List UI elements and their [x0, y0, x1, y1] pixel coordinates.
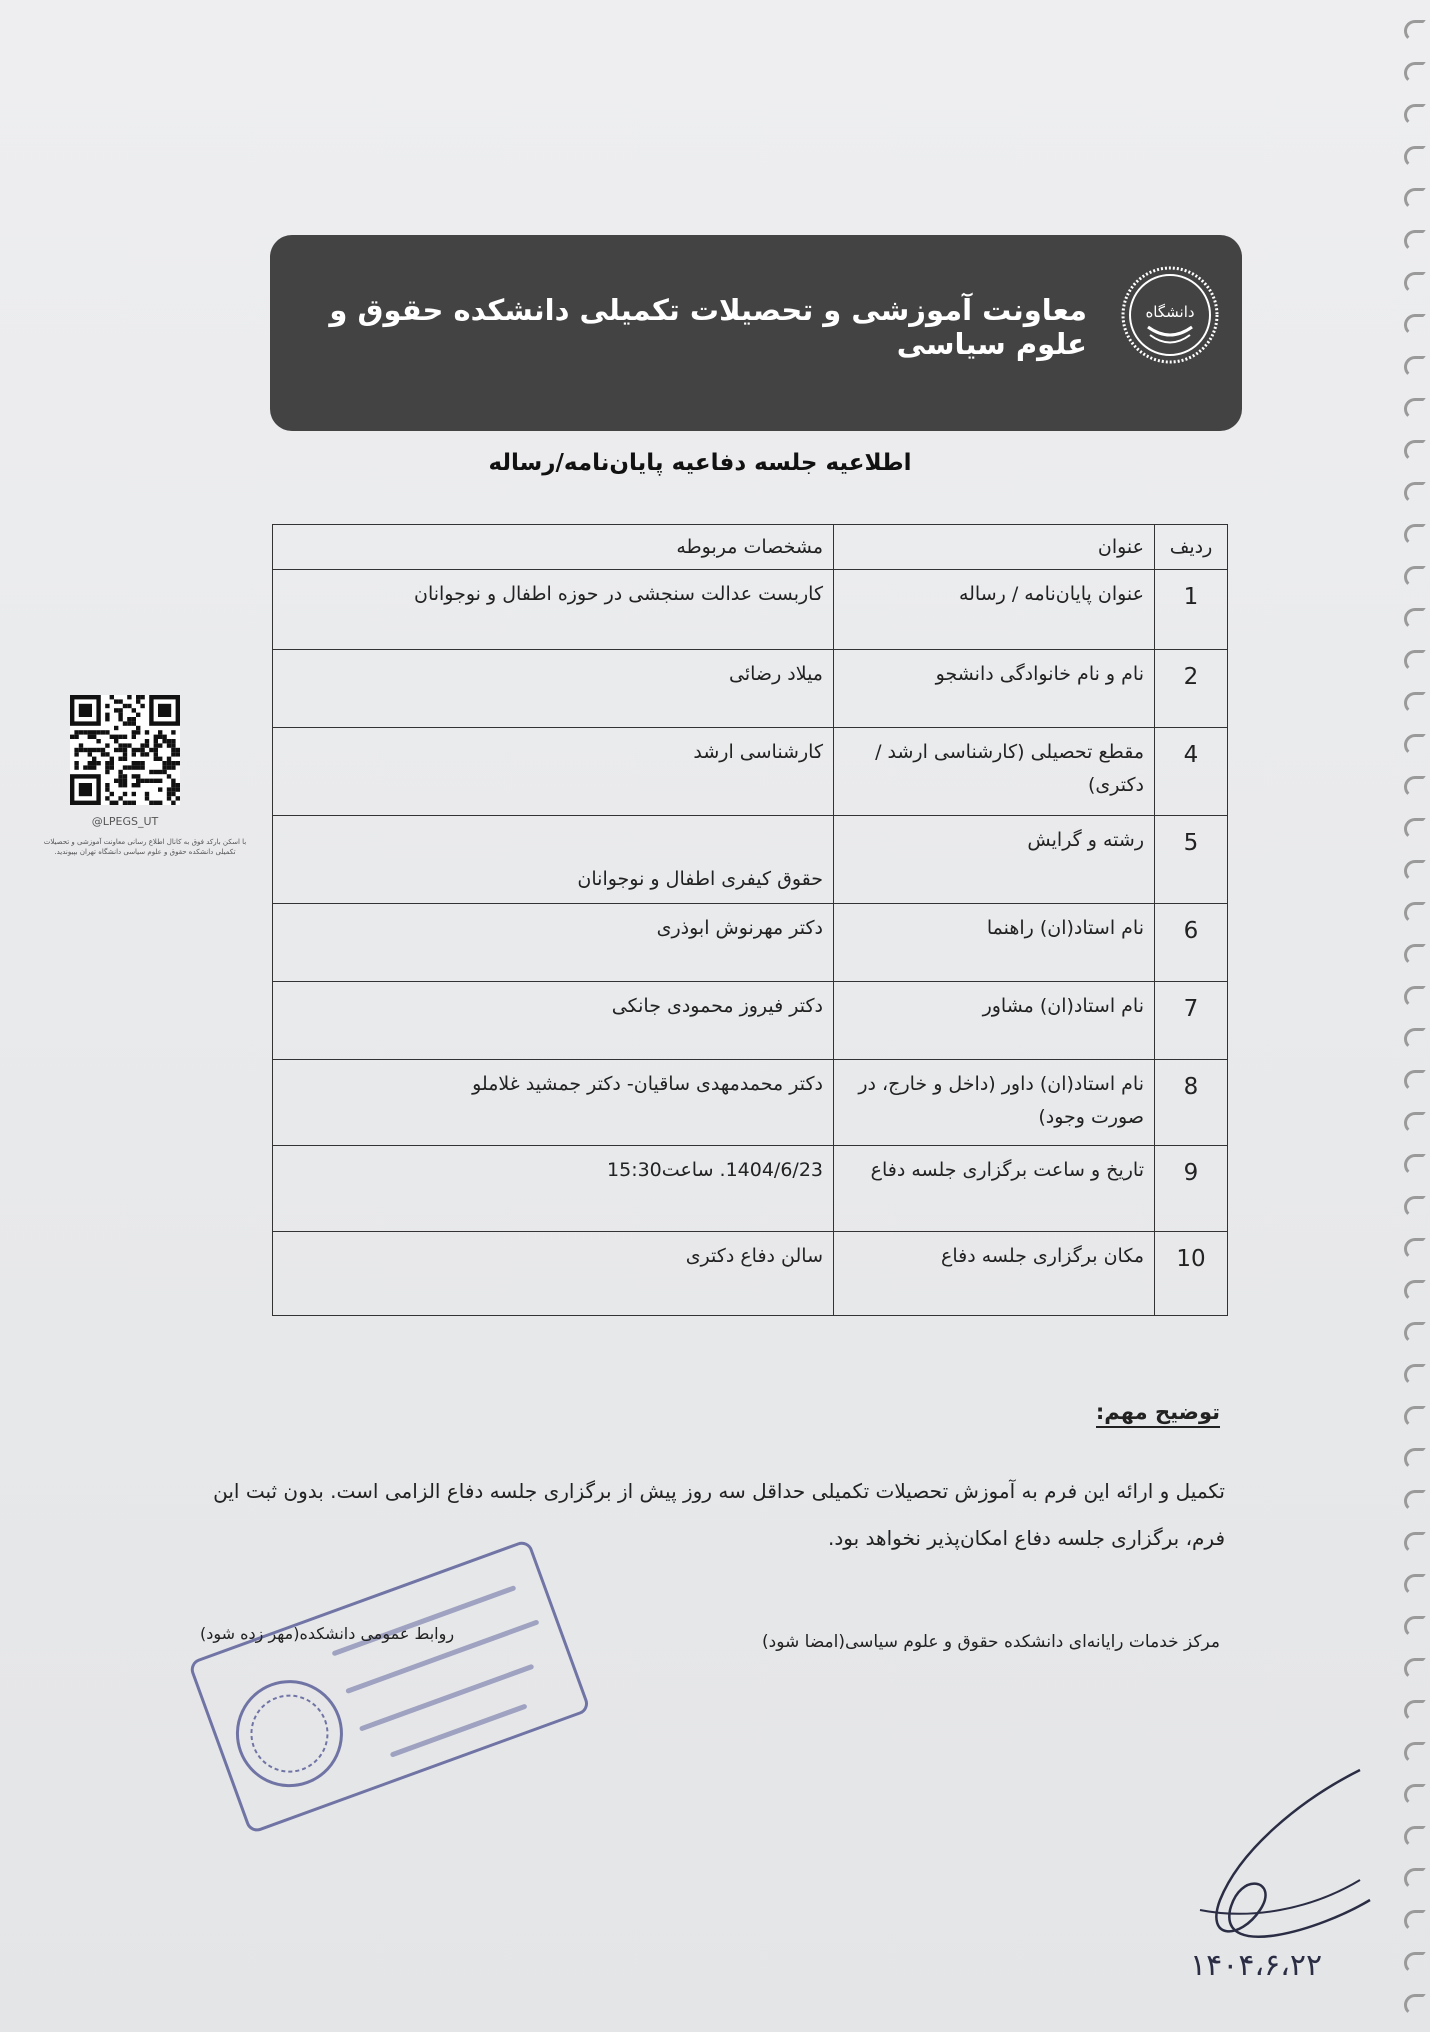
spiral-ring: [1404, 314, 1426, 336]
row-number: 6: [1155, 904, 1228, 982]
spiral-ring: [1404, 20, 1426, 42]
row-value: دکتر مهرنوش ابوذری: [273, 904, 834, 982]
row-value: دکتر محمدمهدی ساقیان- دکتر جمشید غلاملو: [273, 1060, 834, 1146]
spiral-ring: [1404, 944, 1426, 966]
spiral-ring: [1404, 1364, 1426, 1386]
spiral-ring: [1404, 1154, 1426, 1176]
spiral-ring: [1404, 986, 1426, 1008]
row-value: حقوق کیفری اطفال و نوجوانان: [273, 816, 834, 904]
table-row: [273, 816, 1228, 904]
spiral-ring: [1404, 1868, 1426, 1890]
row-title: عنوان پایان‌نامه / رساله: [834, 570, 1155, 650]
spiral-ring: [1404, 1700, 1426, 1722]
spiral-ring: [1404, 272, 1426, 294]
spiral-ring: [1404, 1826, 1426, 1848]
note-heading: توضیح مهم:: [1096, 1400, 1220, 1428]
table-row: [273, 1232, 1228, 1316]
row-title: مکان برگزاری جلسه دفاع: [834, 1232, 1155, 1316]
row-number: 7: [1155, 982, 1228, 1060]
spiral-ring: [1404, 650, 1426, 672]
qr-code-icon[interactable]: [70, 695, 180, 805]
university-logo: [1120, 265, 1220, 365]
spiral-ring: [1404, 1238, 1426, 1260]
spiral-ring: [1404, 356, 1426, 378]
note-text: تکمیل و ارائه این فرم به آموزش تحصیلات تکمیلی حداقل سه روز پیش از برگزاری جلسه دفاع الزامی است. بدون ثبت این فرم، برگزاری جلسه دفاع امکان‌پذیر نخواهد بود.: [213, 1479, 1225, 1550]
row-title: نام و نام خانوادگی دانشجو: [834, 650, 1155, 728]
header-details-col: مشخصات مربوطه: [273, 525, 834, 570]
signature-label-public-relations: روابط عمومی دانشکده(مهر زده شود): [200, 1624, 455, 1643]
spiral-ring: [1404, 566, 1426, 588]
spiral-ring: [1404, 1574, 1426, 1596]
row-number: 5: [1155, 816, 1228, 904]
header-title: معاونت آموزشی و تحصیلات تکمیلی دانشکده حقوق و علوم سیاسی: [329, 293, 1087, 361]
row-value: سالن دفاع دکتری: [273, 1232, 834, 1316]
spiral-ring: [1404, 1028, 1426, 1050]
notebook-spiral: [1394, 20, 1430, 2030]
svg-text:۱۴۰۴،۶،۲۲: ۱۴۰۴،۶،۲۲: [1190, 1948, 1323, 1983]
spiral-ring: [1404, 1322, 1426, 1344]
spiral-ring: [1404, 692, 1426, 714]
spiral-ring: [1404, 1616, 1426, 1638]
row-value: 1404/6/23. ساعت15:30: [273, 1146, 834, 1232]
public-relations-stamp: [170, 1530, 590, 1850]
spiral-ring: [1404, 230, 1426, 252]
row-title: نام استاد(ان) راهنما: [834, 904, 1155, 982]
header-banner: [270, 235, 1242, 431]
spiral-ring: [1404, 1742, 1426, 1764]
spiral-ring: [1404, 1280, 1426, 1302]
table-row: [273, 650, 1228, 728]
spiral-ring: [1404, 1196, 1426, 1218]
spiral-ring: [1404, 62, 1426, 84]
qr-block: [40, 695, 250, 858]
row-number: 1: [1155, 570, 1228, 650]
svg-text:دانشگاه: دانشگاه: [1145, 303, 1195, 321]
spiral-ring: [1404, 860, 1426, 882]
handwritten-signature: [1180, 1760, 1380, 2000]
table-row: [273, 1146, 1228, 1232]
row-number: 8: [1155, 1060, 1228, 1146]
row-value: کارشناسی ارشد: [273, 728, 834, 816]
spiral-ring: [1404, 1112, 1426, 1134]
qr-caption: با اسکن بارکد فوق به کانال اطلاع رسانی معاونت آموزشی و تحصیلات تکمیلی دانشکده حقوق و علوم سیاسی دانشگاه تهران بپیوندید.: [43, 838, 247, 856]
signature-label-computer-center: مرکز خدمات رایانه‌ای دانشکده حقوق و علوم سیاسی(امضا شود): [762, 1632, 1220, 1652]
qr-handle: @LPEGS_UT: [91, 815, 159, 828]
spiral-ring: [1404, 1406, 1426, 1428]
spiral-ring: [1404, 398, 1426, 420]
spiral-ring: [1404, 1658, 1426, 1680]
spiral-ring: [1404, 902, 1426, 924]
row-title: نام استاد(ان) مشاور: [834, 982, 1155, 1060]
table-header-row: [273, 525, 1228, 570]
spiral-ring: [1404, 524, 1426, 546]
spiral-ring: [1404, 1994, 1426, 2016]
spiral-ring: [1404, 1952, 1426, 1974]
table-row: [273, 982, 1228, 1060]
spiral-ring: [1404, 1070, 1426, 1092]
row-value: میلاد رضائی: [273, 650, 834, 728]
header-row-no: ردیف: [1155, 525, 1228, 570]
document-title: اطلاعیه جلسه دفاعیه پایان‌نامه/رساله: [488, 450, 912, 476]
row-value: کاربست عدالت سنجشی در حوزه اطفال و نوجوانان: [273, 570, 834, 650]
table-row: [273, 728, 1228, 816]
spiral-ring: [1404, 146, 1426, 168]
spiral-ring: [1404, 104, 1426, 126]
row-number: 2: [1155, 650, 1228, 728]
spiral-ring: [1404, 1784, 1426, 1806]
row-title: نام استاد(ان) داور (داخل و خارج، در صورت وجود): [834, 1060, 1155, 1146]
info-table: [272, 524, 1228, 1316]
spiral-ring: [1404, 734, 1426, 756]
table-row: [273, 904, 1228, 982]
spiral-ring: [1404, 1448, 1426, 1470]
row-title: رشته و گرایش: [834, 816, 1155, 904]
spiral-ring: [1404, 188, 1426, 210]
row-value: دکتر فیروز محمودی جانکی: [273, 982, 834, 1060]
spiral-ring: [1404, 818, 1426, 840]
spiral-ring: [1404, 608, 1426, 630]
row-title: تاریخ و ساعت برگزاری جلسه دفاع: [834, 1146, 1155, 1232]
spiral-ring: [1404, 1910, 1426, 1932]
spiral-ring: [1404, 482, 1426, 504]
spiral-ring: [1404, 776, 1426, 798]
spiral-ring: [1404, 440, 1426, 462]
row-number: 4: [1155, 728, 1228, 816]
spiral-ring: [1404, 1532, 1426, 1554]
header-title-col: عنوان: [834, 525, 1155, 570]
row-title: مقطع تحصیلی (کارشناسی ارشد / دکتری): [834, 728, 1155, 816]
row-number: 10: [1155, 1232, 1228, 1316]
table-row: [273, 1060, 1228, 1146]
table-row: [273, 570, 1228, 650]
spiral-ring: [1404, 1490, 1426, 1512]
row-number: 9: [1155, 1146, 1228, 1232]
